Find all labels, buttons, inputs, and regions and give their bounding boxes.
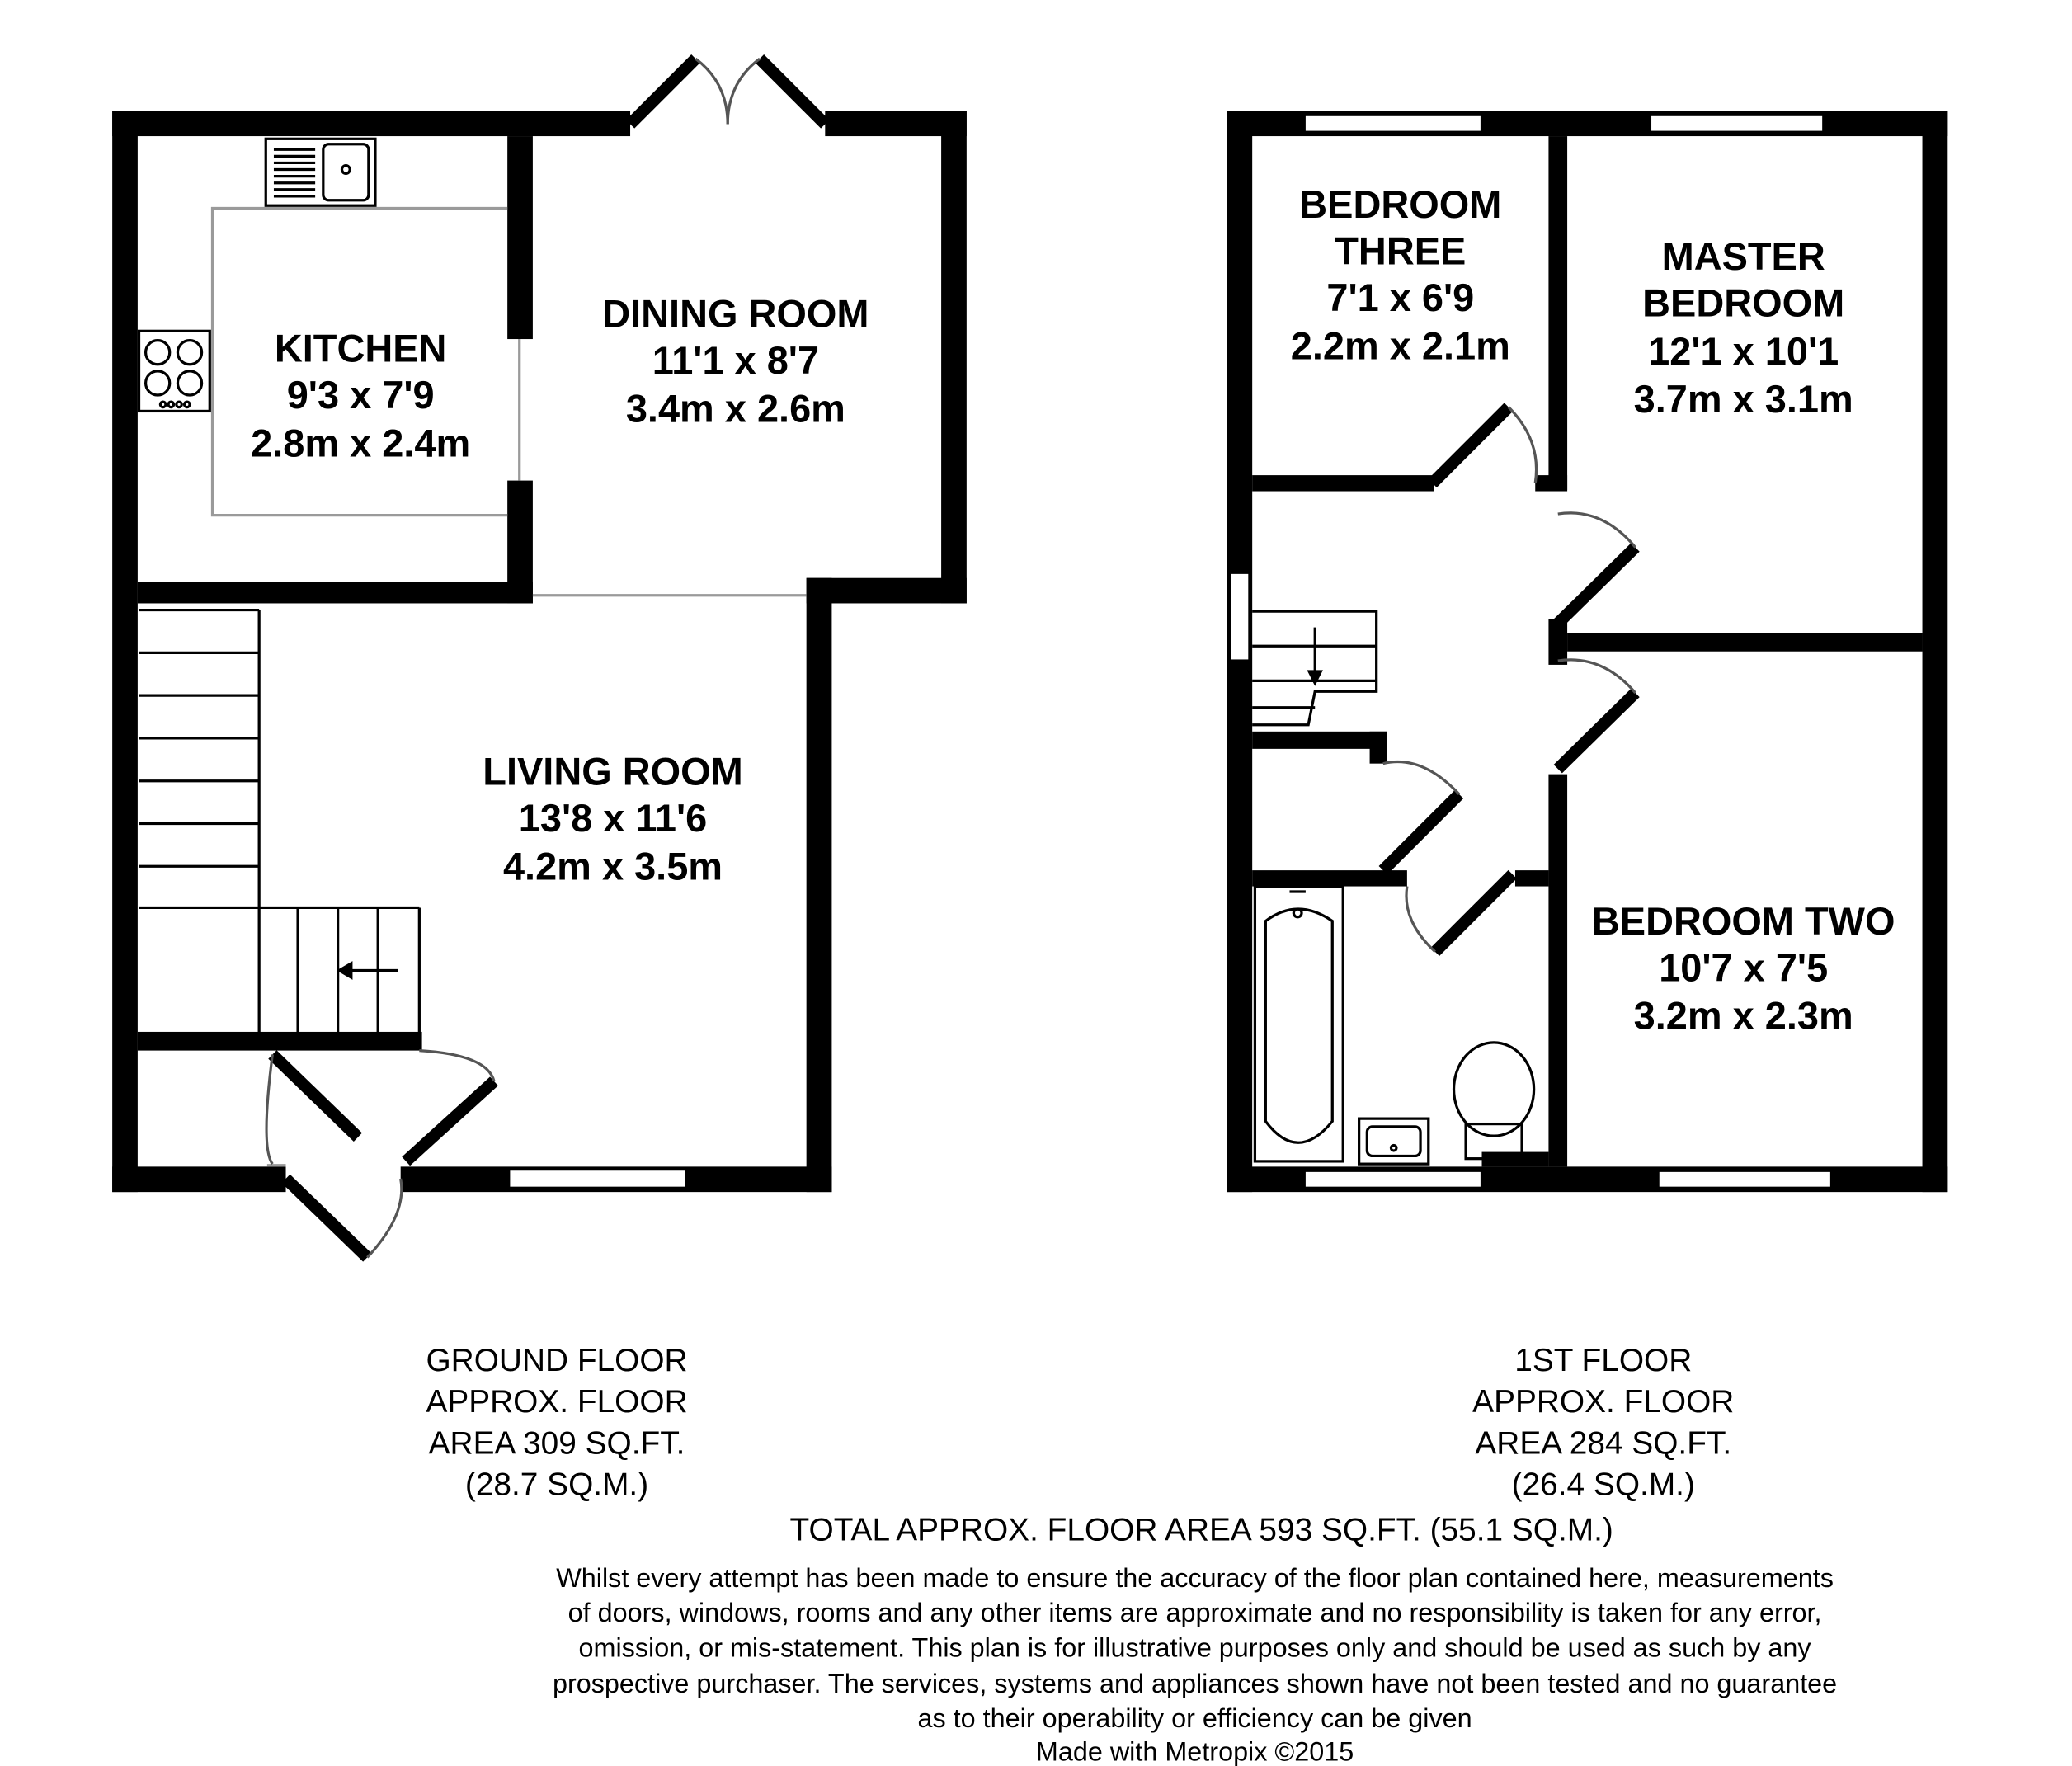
disclaimer-line: as to their operability or efficiency can be given <box>917 1703 1472 1734</box>
window <box>1304 115 1481 132</box>
door <box>1558 660 1636 769</box>
wall <box>1548 136 1567 490</box>
room-name: BEDROOM TWO <box>1591 899 1895 943</box>
wall <box>1535 475 1567 491</box>
room-label-master-bedroom <box>1634 235 1853 421</box>
room-size-metric: 3.7m x 3.1m <box>1633 378 1853 421</box>
wall <box>507 136 533 339</box>
hob-icon <box>139 331 210 411</box>
front-door <box>267 1166 402 1258</box>
door <box>1406 874 1513 952</box>
caption-line: (26.4 SQ.M.) <box>1511 1467 1695 1503</box>
wall <box>138 1032 422 1051</box>
disclaimer-line: of doors, windows, rooms and any other items are approximate and no responsibility is taken for any error, <box>567 1598 1822 1628</box>
wall <box>1252 475 1434 491</box>
disclaimer <box>553 1563 1837 1733</box>
porch-door <box>266 1051 494 1165</box>
room-name: KITCHEN <box>274 327 447 370</box>
credit: Made with Metropix ©2015 <box>1035 1736 1354 1766</box>
room-size-metric: 2.2m x 2.1m <box>1290 324 1510 368</box>
room-size-imperial: 9'3 x 7'9 <box>286 374 435 417</box>
wall <box>1252 870 1407 886</box>
door <box>1433 407 1537 483</box>
room-name: BEDROOM <box>1642 281 1845 325</box>
wall <box>112 111 138 1192</box>
ground-floor-caption <box>426 1343 687 1503</box>
caption-line: APPROX. FLOOR <box>1472 1384 1735 1420</box>
room-size-imperial: 13'8 x 11'6 <box>518 797 708 841</box>
wall <box>1515 870 1548 886</box>
french-doors <box>630 59 825 124</box>
sink-icon <box>266 139 375 205</box>
stair-arrow-icon <box>337 961 398 980</box>
room-name: MASTER <box>1661 234 1825 278</box>
room-size-metric: 2.8m x 2.4m <box>251 421 471 465</box>
caption-line: AREA 284 SQ.FT. <box>1475 1425 1732 1462</box>
window <box>1658 1170 1831 1188</box>
room-label-dining-room <box>602 292 869 430</box>
room-size-imperial: 12'1 x 10'1 <box>1648 329 1839 373</box>
wall <box>112 111 630 136</box>
disclaimer-line: omission, or mis-statement. This plan is for illustrative purposes only and should be used as such by any <box>578 1632 1811 1663</box>
staircase <box>1252 611 1377 725</box>
room-size-metric: 4.2m x 3.5m <box>502 845 723 888</box>
staircase <box>139 610 420 1032</box>
caption-line: APPROX. FLOOR <box>426 1384 688 1420</box>
room-size-metric: 3.2m x 2.3m <box>1633 994 1853 1038</box>
caption-line: (28.7 SQ.M.) <box>464 1467 649 1503</box>
room-name: THREE <box>1335 229 1467 273</box>
caption-line: 1ST FLOOR <box>1514 1342 1693 1378</box>
ground-floor-plan <box>112 59 967 1257</box>
wall <box>1548 619 1567 665</box>
room-name: DINING ROOM <box>602 292 869 336</box>
wall <box>1252 732 1387 749</box>
room-label-living-room <box>483 751 742 888</box>
room-size-metric: 3.4m x 2.6m <box>625 387 845 431</box>
door <box>1383 762 1459 871</box>
room-size-imperial: 7'1 x 6'9 <box>1326 276 1475 320</box>
toilet-icon <box>1454 1043 1534 1159</box>
room-size-imperial: 10'7 x 7'5 <box>1659 946 1829 990</box>
total-area: TOTAL APPROX. FLOOR AREA 593 SQ.FT. (55.1 SQ.M.) <box>789 1512 1613 1548</box>
room-label-bedroom-two <box>1592 900 1895 1038</box>
room-name: LIVING ROOM <box>483 750 743 794</box>
caption-line: GROUND FLOOR <box>426 1342 688 1378</box>
disclaimer-line: Whilst every attempt has been made to ensure the accuracy of the floor plan contained here, measurements <box>556 1563 1834 1594</box>
room-size-imperial: 11'1 x 8'7 <box>652 339 820 383</box>
window <box>1650 115 1823 132</box>
bath-icon <box>1255 887 1343 1161</box>
room-label-kitchen <box>251 327 470 465</box>
wall <box>112 1166 285 1192</box>
room-name: BEDROOM <box>1299 182 1502 226</box>
window <box>1230 572 1250 661</box>
wall <box>1567 633 1922 652</box>
door <box>1558 513 1636 624</box>
wall <box>1548 775 1567 1167</box>
first-floor-caption <box>1472 1343 1734 1503</box>
basin-icon <box>1359 1118 1429 1164</box>
disclaimer-line: prospective purchaser. The services, systems and appliances shown have not been tested and no guarantee <box>552 1668 1838 1698</box>
window <box>1304 1170 1481 1188</box>
room-label-bedroom-three <box>1291 183 1510 368</box>
wall <box>1370 732 1387 764</box>
wall <box>138 582 533 604</box>
wall <box>1923 111 1948 1192</box>
caption-line: AREA 309 SQ.FT. <box>428 1425 685 1462</box>
wall <box>807 578 832 1192</box>
wall <box>941 111 967 603</box>
window <box>509 1170 686 1189</box>
